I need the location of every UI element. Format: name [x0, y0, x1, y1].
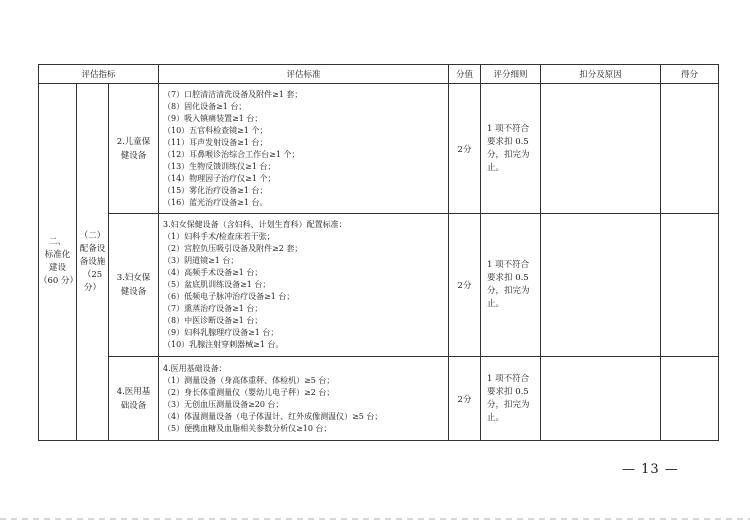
header-result: 得分 — [661, 65, 719, 84]
standard-line: （7）口腔清洁清洗设备及附件≥1 套； — [163, 89, 303, 99]
level1-text: 标准化 — [44, 250, 71, 260]
standard-line: （8）固化设备≥1 台； — [163, 101, 247, 111]
header-indicator: 评估指标 — [39, 65, 159, 84]
standard-line: （16）蓝光治疗设备≥1 台。 — [163, 197, 268, 207]
scan-artifact-line — [0, 518, 750, 520]
detail-cell — [481, 214, 541, 357]
level2-text: 分） — [83, 282, 101, 293]
table-header-row — [39, 65, 719, 84]
detail-line: 止。 — [487, 412, 505, 423]
level2-text: （二） — [79, 230, 106, 241]
detail-line: 分，扣完为 — [487, 286, 530, 296]
section-name: 3.妇女保 — [116, 273, 151, 283]
standard-line: （1）妇科手术/检查床若干张； — [163, 232, 275, 241]
detail-line: 要求扣 0.5 — [487, 136, 529, 147]
level1-text: （60 分） — [39, 276, 79, 286]
section-name: 4.医用基 — [116, 386, 151, 397]
standard-line: （1）测量设备（身高体重秤、体检机）≥5 台； — [163, 375, 335, 385]
evaluation-table — [38, 64, 719, 441]
table-row — [39, 357, 719, 441]
standard-line: （9）吸入镇痛装置≥1 台； — [163, 113, 263, 123]
result-cell[interactable] — [661, 357, 719, 441]
detail-cell — [481, 357, 541, 441]
score-cell: 2分 — [449, 84, 481, 214]
level1-text: 建设 — [48, 263, 66, 273]
standard-line: （15）雾化治疗设备≥1 台； — [163, 185, 268, 195]
standard-line: （3）无创血压测量设备≥20 台； — [163, 399, 284, 409]
deduction-cell[interactable] — [541, 214, 661, 357]
detail-line: 止。 — [487, 162, 505, 173]
level2-cell — [77, 84, 109, 441]
level2-text: 配备设 — [79, 243, 106, 254]
result-cell[interactable] — [661, 84, 719, 214]
score-cell: 2分 — [449, 357, 481, 441]
standard-line: （5）盆底肌训练设备≥1 台； — [163, 280, 271, 289]
standard-line: （3）阴道镜≥1 台； — [163, 256, 239, 265]
standard-line: （2）身长体重测量仪（婴幼儿电子秤）≥2 台； — [163, 387, 335, 397]
header-score: 分值 — [449, 65, 481, 84]
standard-line: （12）耳鼻喉诊治综合工作台≥1 个； — [163, 149, 300, 159]
standard-line: （9）妇科乳腺理疗设备≥1 台； — [163, 328, 279, 337]
section-name-cell — [109, 84, 159, 214]
standard-line: （4）高频手术设备≥1 台； — [163, 268, 263, 277]
deduction-cell[interactable] — [541, 357, 661, 441]
standard-line: （11）耳声发射设备≥1 台； — [163, 137, 268, 147]
level1-text: 二、 — [48, 237, 66, 247]
page-number: — 13 — — [622, 462, 679, 477]
section-name: 础设备 — [120, 400, 147, 411]
standard-cell — [159, 84, 449, 214]
standard-line: （8）中医诊断设备≥1 台； — [163, 316, 263, 325]
detail-line: 1 项不符合 — [487, 260, 530, 270]
section-name: 2.儿童保 — [116, 136, 151, 147]
standard-line: （10）乳腺注射穿刺器械≥1 台。 — [163, 340, 284, 349]
level2-text: 备设施 — [79, 256, 106, 267]
detail-line: 止。 — [487, 299, 505, 309]
section-name: 健设备 — [120, 150, 147, 161]
section-name-cell — [109, 214, 159, 357]
detail-line: 要求扣 0.5 — [487, 273, 529, 283]
standard-line: （2）宫腔负压吸引设备及附件≥2 套； — [163, 244, 303, 253]
standard-line: （14）物理因子治疗仪≥1 个； — [163, 173, 276, 183]
standard-line: 3.妇女保健设备（含妇科、计划生育科）配置标准： — [163, 220, 347, 229]
section-name-cell — [109, 357, 159, 441]
table-row — [39, 214, 719, 357]
score-cell: 2分 — [449, 214, 481, 357]
header-deduction: 扣分及原因 — [541, 65, 661, 84]
result-cell[interactable] — [661, 214, 719, 357]
detail-line: 1 项不符合 — [487, 123, 530, 134]
standard-line: （4）体温测量设备（电子体温计、红外成像测温仪）≥5 台； — [163, 411, 383, 421]
detail-line: 1 项不符合 — [487, 373, 530, 384]
standard-line: （13）生物反馈训练仪≥1 台； — [163, 161, 276, 171]
detail-line: 要求扣 0.5 — [487, 386, 529, 397]
detail-line: 分，扣完为 — [487, 149, 530, 160]
standard-cell — [159, 214, 449, 357]
standard-line: 4.医用基础设备： — [163, 363, 227, 373]
level2-text: （25 — [82, 269, 103, 280]
detail-line: 分，扣完为 — [487, 399, 530, 410]
standard-line: （5）便携血糖及血脂相关参数分析仪≥10 台； — [163, 423, 332, 433]
table-row — [39, 84, 719, 214]
header-standard: 评估标准 — [159, 65, 449, 84]
standard-line: （10）五官科检查镜≥1 个； — [163, 125, 268, 135]
standard-cell — [159, 357, 449, 441]
header-detail: 评分细则 — [481, 65, 541, 84]
detail-cell — [481, 84, 541, 214]
section-name: 健设备 — [120, 287, 147, 297]
level1-cell — [39, 84, 77, 441]
standard-line: （7）熏蒸治疗设备≥1 台； — [163, 304, 263, 313]
deduction-cell[interactable] — [541, 84, 661, 214]
standard-line: （6）低频电子脉冲治疗设备≥1 台； — [163, 292, 295, 301]
